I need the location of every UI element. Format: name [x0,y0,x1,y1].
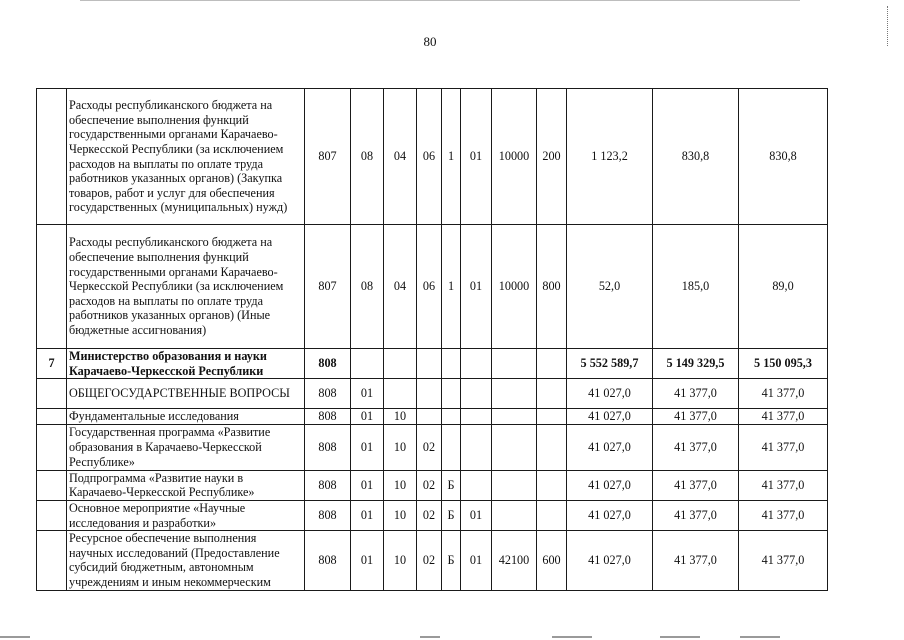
ved-code: 808 [305,500,351,530]
subprogram-code: Б [442,470,461,500]
direction-code [492,379,537,409]
table-row [37,89,828,225]
row-number [37,424,67,470]
subsection-code: 10 [384,409,417,425]
subprogram-code: 1 [442,89,461,225]
amount-year-1: 41 027,0 [567,500,653,530]
table-row [37,409,828,425]
amount-year-2: 41 377,0 [653,500,739,530]
expense-type-code: 200 [537,89,567,225]
direction-code [492,409,537,425]
expense-type-code [537,500,567,530]
expense-type-code: 800 [537,225,567,349]
program-code: 06 [417,89,442,225]
expense-type-code [537,424,567,470]
program-code [417,409,442,425]
row-name: Ресурсное обеспечение выполнения научных исследований (Предоставление субсидий бюджетным, автономным учреждениям и иным некоммерческим [67,531,305,590]
direction-code [492,349,537,379]
table-row [37,349,828,379]
row-number [37,409,67,425]
section-code: 08 [351,89,384,225]
amount-year-3: 41 377,0 [739,470,828,500]
direction-code [492,424,537,470]
row-name: Расходы республиканского бюджета на обеспечение выполнения функций государственными органами Карачаево-Черкесской Республики (за исключением расходов на выплаты по оплате труда работников указанных органов) (Закупка товаров, работ и услуг для обеспечения государственных (муниципальных) нужд) [67,89,305,225]
table-row [37,379,828,409]
subprogram-code [442,424,461,470]
activity-code: 01 [461,531,492,590]
expense-type-code [537,409,567,425]
table-row [37,531,828,590]
subsection-code: 10 [384,500,417,530]
amount-year-1: 5 552 589,7 [567,349,653,379]
direction-code [492,500,537,530]
amount-year-2: 41 377,0 [653,409,739,425]
amount-year-1: 41 027,0 [567,424,653,470]
activity-code [461,379,492,409]
expense-type-code [537,470,567,500]
row-number [37,531,67,590]
subprogram-code [442,379,461,409]
ved-code: 808 [305,424,351,470]
row-name: Подпрограмма «Развитие науки в Карачаево-Черкесской Республике» [67,470,305,500]
subprogram-code: Б [442,500,461,530]
direction-code [492,470,537,500]
row-number [37,470,67,500]
section-code: 01 [351,470,384,500]
expense-type-code [537,379,567,409]
scan-margin-marks [887,6,890,46]
activity-code [461,470,492,500]
section-code: 01 [351,379,384,409]
subprogram-code: Б [442,531,461,590]
amount-year-2: 41 377,0 [653,424,739,470]
scan-edge-line [80,0,800,1]
program-code: 06 [417,225,442,349]
row-number [37,500,67,530]
program-code [417,349,442,379]
row-name: Министерство образования и науки Карачаево-Черкесской Республики [67,349,305,379]
row-name: Государственная программа «Развитие образования в Карачаево-Черкесской Республике» [67,424,305,470]
ved-code: 807 [305,225,351,349]
amount-year-3: 41 377,0 [739,531,828,590]
subsection-code [384,379,417,409]
subsection-code: 10 [384,531,417,590]
amount-year-3: 41 377,0 [739,379,828,409]
direction-code: 10000 [492,225,537,349]
section-code: 01 [351,424,384,470]
activity-code: 01 [461,89,492,225]
row-number [37,225,67,349]
subprogram-code: 1 [442,225,461,349]
subsection-code: 10 [384,424,417,470]
ved-code: 808 [305,349,351,379]
row-number [37,89,67,225]
section-code [351,349,384,379]
subsection-code: 04 [384,89,417,225]
row-number [37,379,67,409]
section-code: 01 [351,531,384,590]
row-number: 7 [37,349,67,379]
table-body [37,89,828,591]
amount-year-2: 830,8 [653,89,739,225]
amount-year-2: 41 377,0 [653,470,739,500]
amount-year-2: 41 377,0 [653,379,739,409]
subprogram-code [442,349,461,379]
row-name: Основное мероприятие «Научные исследования и разработки» [67,500,305,530]
activity-code: 01 [461,500,492,530]
ved-code: 807 [305,89,351,225]
amount-year-2: 5 149 329,5 [653,349,739,379]
expense-type-code: 600 [537,531,567,590]
program-code: 02 [417,500,442,530]
table-row [37,470,828,500]
amount-year-2: 185,0 [653,225,739,349]
subsection-code: 10 [384,470,417,500]
page-number: 80 [423,34,437,49]
amount-year-3: 830,8 [739,89,828,225]
amount-year-3: 41 377,0 [739,500,828,530]
budget-table [36,88,828,591]
table-row [37,225,828,349]
amount-year-1: 41 027,0 [567,409,653,425]
row-name: ОБЩЕГОСУДАРСТВЕННЫЕ ВОПРОСЫ [67,379,305,409]
activity-code [461,349,492,379]
subprogram-code [442,409,461,425]
section-code: 01 [351,500,384,530]
amount-year-3: 89,0 [739,225,828,349]
ved-code: 808 [305,379,351,409]
program-code [417,379,442,409]
amount-year-1: 1 123,2 [567,89,653,225]
ved-code: 808 [305,531,351,590]
amount-year-1: 52,0 [567,225,653,349]
amount-year-1: 41 027,0 [567,531,653,590]
table-row [37,500,828,530]
program-code: 02 [417,531,442,590]
amount-year-3: 5 150 095,3 [739,349,828,379]
activity-code [461,424,492,470]
table-row [37,424,828,470]
section-code: 08 [351,225,384,349]
scan-bottom-marks [0,634,904,638]
amount-year-2: 41 377,0 [653,531,739,590]
amount-year-1: 41 027,0 [567,470,653,500]
amount-year-1: 41 027,0 [567,379,653,409]
activity-code: 01 [461,225,492,349]
subsection-code [384,349,417,379]
amount-year-3: 41 377,0 [739,424,828,470]
ved-code: 808 [305,470,351,500]
row-name: Фундаментальные исследования [67,409,305,425]
expense-type-code [537,349,567,379]
amount-year-3: 41 377,0 [739,409,828,425]
subsection-code: 04 [384,225,417,349]
program-code: 02 [417,470,442,500]
activity-code [461,409,492,425]
program-code: 02 [417,424,442,470]
direction-code: 10000 [492,89,537,225]
row-name: Расходы республиканского бюджета на обеспечение выполнения функций государственными органами Карачаево-Черкесской Республики (за исключением расходов на выплаты по оплате труда работников указанных органов) (Иные бюджетные ассигнования) [67,225,305,349]
direction-code: 42100 [492,531,537,590]
section-code: 01 [351,409,384,425]
ved-code: 808 [305,409,351,425]
